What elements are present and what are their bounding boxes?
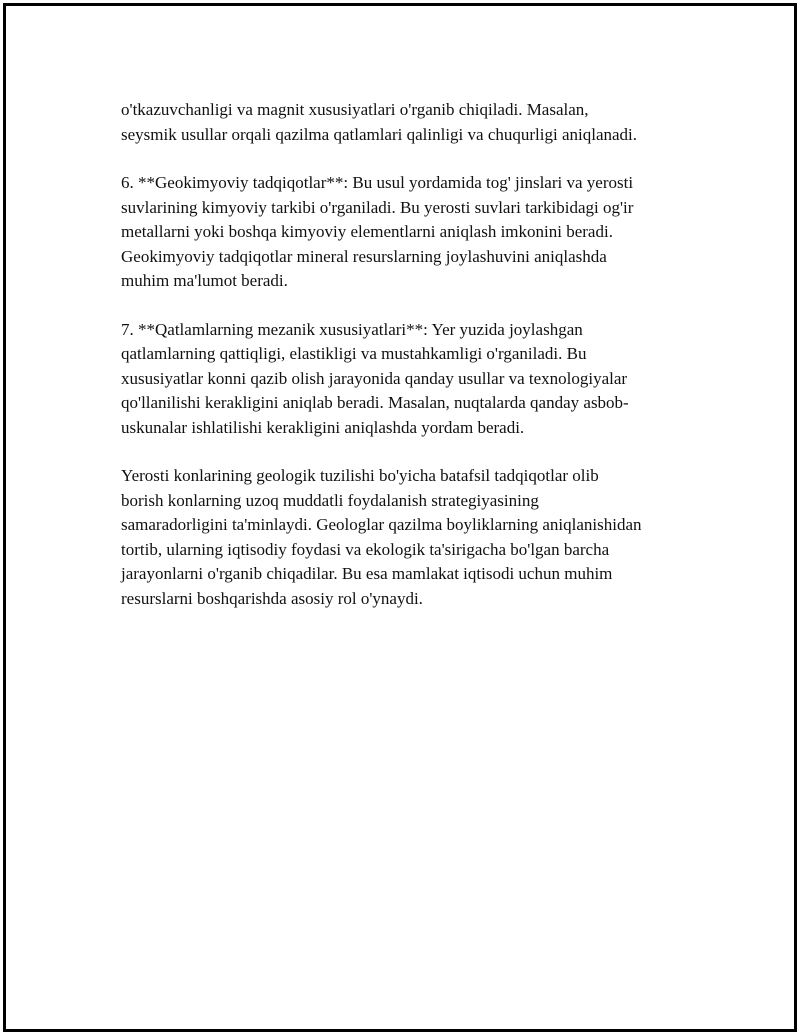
- paragraph-layer-mechanical-properties: 7. **Qatlamlarning mezanik xususiyatlari**: Yer yuzida joylashgan qatlamlarning qattiqligi, elastikligi va mustahkamligi o'rganiladi. Bu xususiyatlar konni qazib olish jarayonida qanday usullar va texnologiyalar qo'llanilishi kerakligini aniqlab beradi. Masalan, nuqtalarda qanday asbob- uskunalar ishlatilishi kerakligini aniqlashda yordam beradi.: [121, 319, 629, 437]
- paragraph-conclusion: Yerosti konlarining geologik tuzilishi bo'yicha batafsil tadqiqotlar olib borish konlarning uzoq muddatli foydalanish strategiyasining samaradorligini ta'minlaydi. Geologlar qazilma boyliklarning aniqlanishidan tortib, ularning iqtisodiy foydasi va ekologik ta'sirigacha bo'lgan barcha jarayonlarni o'rganib chiqadilar. Bu esa mamlakat iqtisodi uchun muhim resurslarni boshqarishda asosiy rol o'ynaydi.: [121, 466, 642, 608]
- page-content: [121, 98, 701, 635]
- page-frame: [3, 3, 797, 1032]
- paragraph-continuation: o'tkazuvchanligi va magnit xususiyatlari o'rganib chiqiladi. Masalan, seysmik usullar orqali qazilma qatlamlari qalinligi va chuqurligi aniqlanadi.: [121, 100, 638, 144]
- paragraph-geochemical-research: 6. **Geokimyoviy tadqiqotlar**: Bu usul yordamida tog' jinslari va yerosti suvlarining kimyoviy tarkibi o'rganiladi. Bu yerosti suvlari tarkibidagi og'ir metallarni yoki boshqa kimyoviy elementlarni aniqlash imkonini beradi. Geokimyoviy tadqiqotlar mineral resurslarning joylashuvini aniqlashda muhim ma'lumot beradi.: [121, 173, 634, 290]
